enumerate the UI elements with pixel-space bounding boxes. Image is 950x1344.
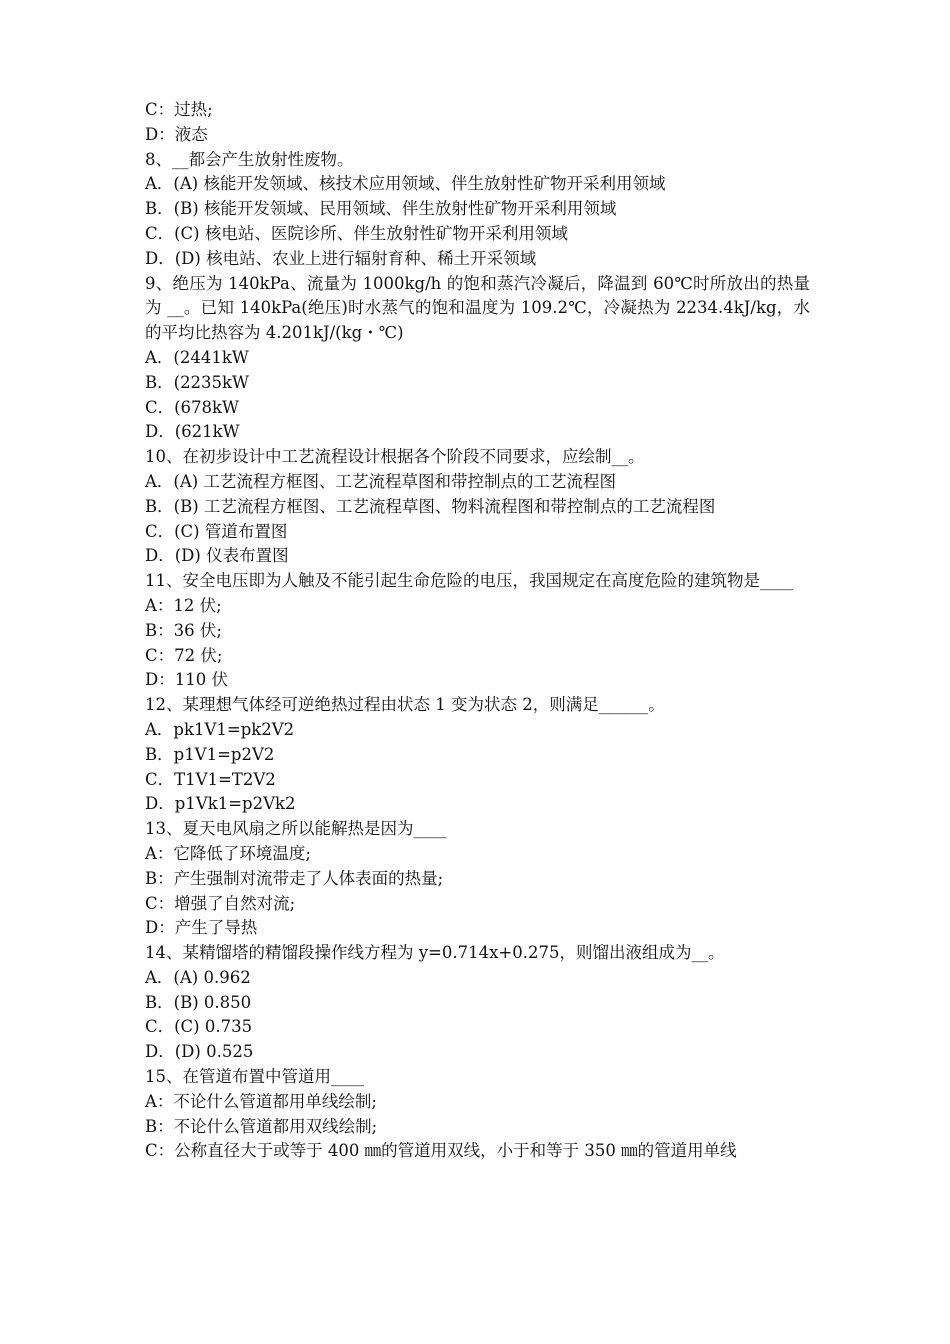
option-line: D．(D) 核电站、农业上进行辐射育种、稀土开采领域 (145, 248, 537, 268)
question-line: 11、安全电压即为人触及不能引起生命危险的电压，我国规定在高度危险的建筑物是____ (145, 571, 793, 591)
option-line: B：产生强制对流带走了人体表面的热量; (145, 868, 444, 888)
option-line: A．(2441kW (145, 347, 249, 367)
question-line: 14、某精馏塔的精馏段操作线方程为 y=0.714x+0.275，则馏出液组成为__。 (145, 943, 725, 963)
option-line: C．(C) 0.735 (145, 1017, 253, 1037)
option-line: C：公称直径大于或等于 400 ㎜的管道用双线，小于和等于 350 ㎜的管道用单线 (145, 1141, 737, 1161)
option-line: B．p1V1=p2V2 (145, 744, 275, 764)
option-line: B：36 伏; (145, 620, 222, 640)
question-line: 10、在初步设计中工艺流程设计根据各个阶段不同要求，应绘制__。 (145, 447, 645, 467)
option-line: B．(2235kW (145, 372, 250, 392)
option-line: D：液态 (145, 124, 208, 144)
option-line: D．(621kW (145, 422, 240, 442)
option-line: B：不论什么管道都用双线绘制; (145, 1116, 378, 1136)
option-line: D．(D) 0.525 (145, 1042, 254, 1062)
option-line: B．(B) 0.850 (145, 992, 252, 1012)
question-line: 12、某理想气体经可逆绝热过程由状态 1 变为状态 2，则满足______。 (145, 695, 665, 715)
option-line: B．(B) 核能开发领域、民用领域、伴生放射性矿物开采利用领域 (145, 199, 617, 219)
option-line: A：不论什么管道都用单线绘制; (145, 1091, 377, 1111)
page-content (145, 98, 810, 1164)
option-line: C：72 伏; (145, 645, 223, 665)
option-line: C：增强了自然对流; (145, 893, 296, 913)
question-line: 8、__都会产生放射性废物。 (145, 149, 354, 169)
option-line: C．(678kW (145, 397, 240, 417)
option-line: B．(B) 工艺流程方框图、工艺流程草图、物料流程图和带控制点的工艺流程图 (145, 496, 716, 516)
option-line: C．T1V1=T2V2 (145, 769, 276, 789)
option-line: D．(D) 仪表布置图 (145, 546, 289, 566)
option-line: A．(A) 工艺流程方框图、工艺流程草图和带控制点的工艺流程图 (145, 471, 616, 491)
option-line: A．(A) 0.962 (145, 967, 251, 987)
option-line: C：过热; (145, 100, 213, 119)
option-line: A．(A) 核能开发领域、核技术应用领域、伴生放射性矿物开采利用领域 (145, 174, 666, 194)
option-line: D：110 伏 (145, 670, 228, 690)
option-line: D．p1Vk1=p2Vk2 (145, 794, 296, 814)
option-line: C．(C) 核电站、医院诊所、伴生放射性矿物开采利用领域 (145, 223, 568, 243)
question-line: 15、在管道布置中管道用____ (145, 1067, 364, 1087)
option-line: A：它降低了环境温度; (145, 843, 311, 863)
question-line: 9、绝压为 140kPa、流量为 1000kg/h 的饱和蒸汽冷凝后，降温到 60℃时所放出的热量为 __。已知 140kPa(绝压)时水蒸气的饱和温度为 109.2℃，冷凝热为 2234.4kJ/kg，水的平均比热容为 4.201kJ/(kg・℃) (145, 273, 810, 343)
question-line: 13、夏天电风扇之所以能解热是因为____ (145, 819, 447, 839)
option-line: A：12 伏; (145, 595, 222, 615)
option-line: D：产生了导热 (145, 918, 258, 938)
option-line: C．(C) 管道布置图 (145, 521, 288, 541)
option-line: A．pk1V1=pk2V2 (145, 719, 295, 739)
